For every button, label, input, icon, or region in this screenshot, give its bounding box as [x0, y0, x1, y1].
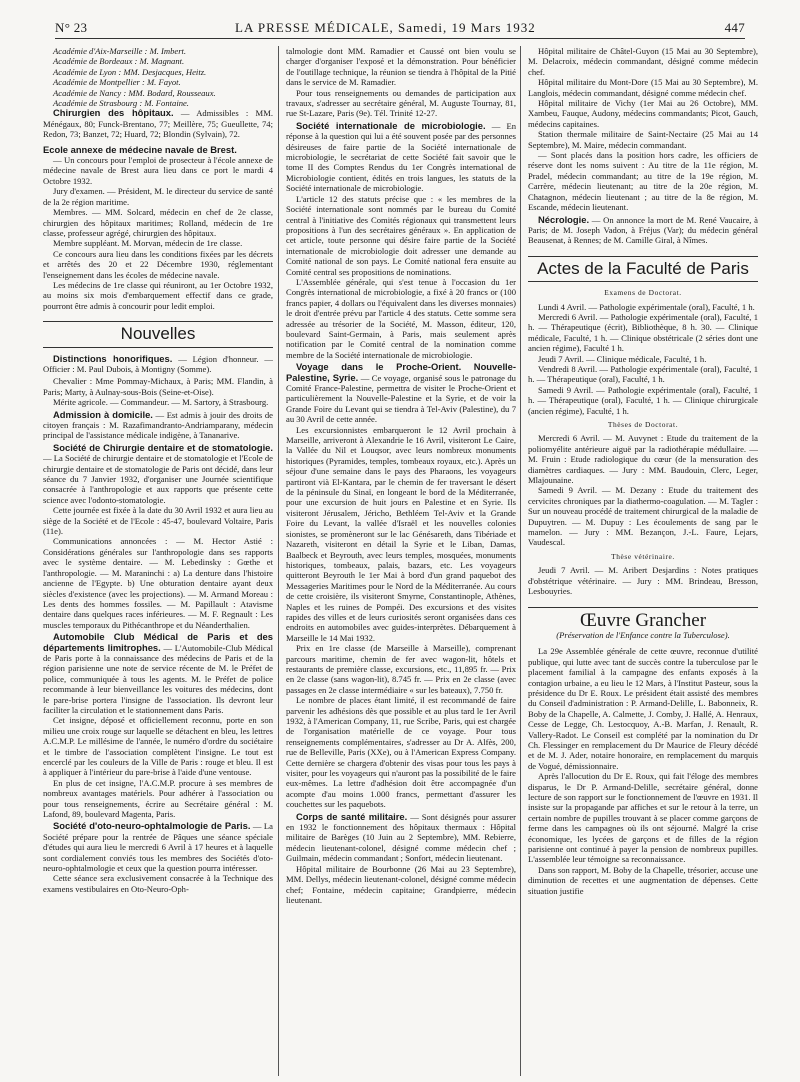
academy-line: Académie de Montpellier : M. Fayot. — [53, 77, 181, 88]
publication-title: LA PRESSE MÉDICALE, Samedi, 19 Mars 1932 — [235, 20, 536, 35]
column-divider — [278, 46, 279, 1076]
page-number: 447 — [724, 20, 745, 35]
paragraph: — Sont placés dans la position hors cadre, les officiers de réserve dont les noms suivent : Au titre de la 11e région, M. Pradel, médecin commandant; au titre de la 19e région, M. Carrère, médecin lieutenant; au titre de la 20e région, M. Chatagnon, médecin lieutenant ; au titre de la 8e région, M. Escande, médecin lieutenant. — [528, 150, 758, 213]
section-heading: Corps de santé militaire. — [296, 810, 408, 822]
paragraph: La 29e Assemblée générale de cette œuvre, reconnue d'utilité publique, qui lutte avec tant de succès contre la tuberculose par le placement familial à la campagne des enfants exposés à la contagion urbaine, a eu lieu le 12 Mars, à l'Institut Pasteur, sous la présidence du Dr E. Roux. Le président était assisté des membres du Conseil d'administration : P. Armand-Delille, L. Babonneix, R. Boby de la Chapelle, A. Calmette, J. Comby, J. Hallé, A. Henraux, Cesse de Legge, Ch. Lestocquoy, A.-B. Marfan, J. Renault, R. Vallery-Radot. Le Conseil est complété par la nomination du Dr Ch. Flessinger en remplacement du Dr Maurice de Fleury décédé et de M. J. Ader, notaire honoraire, en remplacement du marquis de Vogué, démissionnaire. — [528, 646, 758, 771]
paragraph: Membres. — MM. Solcard, médecin en chef de 2e classe, chirurgien des hôpitaux maritimes; Rolland, médecin de 1re classe, professeur agrégé, chirurgien des hôpitaux. — [43, 207, 273, 238]
exam-line: Samedi 9 Avril. — Pathologie expérimentale (oral), Faculté, 1 h. — Thérapeutique (oral), Faculté, 1 h. — Clinique chirurgicale (ancien régime), Faculté, 1 h. — [528, 384, 758, 416]
paragraph: Après l'allocution du Dr E. Roux, qui fait l'éloge des membres disparus, le Dr P. Armand-Delille, secrétaire général, donne lecture de son rapport sur le fonctionnement de l'œuvre en 1931. Il insiste sur la propagande par affiches et sur le retour à la terre, un certain nombre de pupilles trouvant à se placer comme garçons de ferme dans les campagnes où ils ont séjourné. Malgré la crise économique, les lycées de garçons et de filles de la région parisienne ont continué à payer la pension de nombreux pupilles. L'assemblée leur témoigne sa reconnaissance. — [528, 771, 758, 865]
paragraph: Hôpital militaire du Mont-Dore (15 Mai au 30 Septembre), M. Langlois, médecin commandant, désigné comme médecin chef. — [528, 77, 758, 98]
subsection-heading: Thèses de Doctorat. — [607, 420, 679, 429]
paragraph: Samedi 9 Avril. — M. Dezany : Etude du traitement des cervicites chroniques par la diathermo-coagulation. — M. Tagler : Sur un nouveau procédé de traitement chirurgical de la maladie de Dupuytren. — M. Dupuy : Les écoulements de sang par le mamelon. — Jury : MM. Bezançon, J.-L. Faure, Lejars, Vaudescal. — [528, 485, 758, 548]
paragraph: Hôpital militaire de Vichy (1er Mai au 26 Octobre), MM. Xambeu, Fauque, Audony, médecins commandants; Picot, Gauch, médecins capitaines. — [528, 98, 758, 129]
section-heading: Chirurgien des hôpitaux. — [53, 107, 174, 119]
section-text: — Admissibles : MM. Ménégaux, 80; Funck-Brentano, 77; Meillère, 75; Gueullette, 74; Redon, 73; Banzet, 72; Huard, 72; Blondin (Sylvain), 72. — [43, 108, 273, 140]
exam-line: Vendredi 8 Avril. — Pathologie expérimentale (oral), Faculté, 1 h. — Thérapeutique (oral), Faculté, 1 h. — [528, 363, 758, 385]
paragraph: Ce concours aura lieu dans les conditions fixées par les décrets et arrêtés des 20 et 22 Décembre 1930, réglementant l'enseignement dans les écoles de médecine navale. — [43, 248, 273, 280]
section-heading: Admission à domicile. — [53, 408, 153, 420]
paragraph: Mercredi 6 Avril. — M. Auvynet : Etude du traitement de la poliomyélite antérieure aiguë par la radiothérapie médullaire. — M. Fruin : Etude radiologique du cœur (de la mensuration des diamètres cardiaques. — Jury : MM. Baudouin, Clerc, Leger, Mlajounaine. — [528, 433, 758, 486]
section-heading: Société internationale de microbiologie. — [296, 119, 486, 131]
paragraph: — Un concours pour l'emploi de prosecteur à l'école annexe de médecine navale de Brest aura lieu dans ce port le mardi 4 Octobre 1932. — [43, 155, 273, 186]
paragraph: Membre suppléant. M. Morvan, médecin de 1re classe. — [53, 238, 243, 249]
section-title-oeuvre: Œuvre Grancher — [528, 607, 758, 628]
academy-line: Académie d'Aix-Marseille : M. Imbert. — [53, 46, 187, 56]
page-header — [55, 20, 745, 36]
paragraph: Hôpital militaire de Châtel-Guyon (15 Mai au 30 Septembre), M. Delacroix, médecin commandant, désigné comme médecin chef. — [528, 46, 758, 77]
academy-line: Académie de Strasbourg : M. Fontaine. — [53, 98, 189, 109]
paragraph: Le nombre de places étant limité, il est recommandé de faire parvenir les adhésions dès que possible et au plus tard le 1er Avril 1932, à l'American Company, 11, rue Scribe, Paris, qui est chargée de l'organisation matérielle de ce voyage. Pour tous renseignements complémentaires, s'adresser au Dr A. Alfès, 200, rue de Belleville, Paris (XXe), ou à l'American Express Company. Cette dernière se chargera d'obtenir des visas pour tous les pays à visiter, pour les voyageurs qui n'auront pas la possibilité de le faire eux-mêmes. La lettre d'adhésion doit être accompagnée d'un acompte d'au moins 1.000 francs, permettant d'assurer les couchettes sur les paquebots. — [286, 695, 516, 810]
section-text: — Sont désignés pour assurer en 1932 le fonctionnement des hôpitaux thermaux : Hôpital militaire de Barèges (10 Juin au 2 Septembre), MM. Rebierre, médecin lieutenant-colonel, désigné comme médecin chef ; Guilmain, médecin commandant ; Sonfort, médecin lieutenant. — [286, 811, 516, 864]
paragraph: Les excursionnistes embarqueront le 12 Avril prochain à Marseille, arriveront à Alexandrie le 16 Avril, visiteront Le Caire, la Vallée du Nil et Louqsor, avec leurs nombreux monuments historiques (Pyramides, temples, tombeaux royaux, etc.). Après un séjour d'une semaine dans le pays des Pharaons, les voyageurs partiront vià El-Kantara, par le chemin de fer traversant le désert de la péninsule du Sinaï, en longeant le bord de la Méditerranée, pour une excursion de huit jours en Palestine et en Syrie. Ils visiteront Jérusalem, Jéricho, Bethléem Tel-Aviv et la Grande Foire du Levant, la vallée d'Israël et les nouvelles colonies sionistes, se promèneront sur le lac Génésareth, dans Tibériade et Nazareth, visiteront en détail la Syrie et le Liban, Damas, Baalbeck et Beyrouth, avec leurs temples, mosquées, monuments historiques, tombeaux, palais, bazars, etc. Les voyageurs quitteront Beyrouth le 1er Mai à bord d'un grand paquebot des Messageries Maritimes pour le Nord de la Méditerranée. Au cours de cette croisière, ils visiteront Smyrne, Constantinople, Athènes, Naples et les ruines de Pompéi. Des excursions et des visites rapides des villes et de leurs curiosités seront organisées dans ces endroits en automobiles avec guides-interprètes. Débarquement à Marseille le 14 Mai 1932. — [286, 424, 516, 643]
column-divider — [520, 46, 521, 1076]
section-heading: Nécrologie. — [538, 213, 590, 225]
section-heading: Distinctions honorifiques. — [53, 352, 173, 364]
paragraph: Cet insigne, déposé et officiellement reconnu, porte en son milieu une croix rouge sur laquelle se détachent en bleu, les lettres A.C.M.P. Le millésime de l'année, le numéro d'ordre du sociétaire et le timbre de l'association complètent l'insigne. Le tout est encerclé par les couleurs de la Ville de Paris : rouge et bleu. Il est à appliquer à l'intérieur du pare-brise à l'aide d'une ventouse. — [43, 715, 273, 778]
section-subtitle: (Préservation de l'Enfance contre la Tuberculose). — [556, 629, 730, 640]
section-text: — L'Automobile-Club Médical de Paris porte à la connaissance des médecins de Paris et de la région parisienne une note de service récente de M. le Préfet de police, communiquée à tous les agents. M. le Préfet de police recommande à leur bienveillance les voitures des médecins, dont le pare-brise portera l'insigne de l'association. Ils devront leur faciliter la circulation et le stationnement dans Paris. — [43, 642, 273, 715]
paragraph: Communications annoncées : — M. Hector Astié : Considérations générales sur l'anthropologie dans ses rapports avec le système dentaire. — M. Lebedinsky : Gœthe et l'anthropologie. — M. Maraninchi : a) La denture dans l'histoire ancienne de l'Egypte. b) Une obturation dentaire ayant deux siècles d'existence (avec les projections). — M. Armand Moreau : Les dents des hommes fossiles. — M. Papillault : Atavisme dentaire dans quelques races inférieures. — M. F. Regnault : Les muscles temporaux du Pithécanthrope et du Néanderthalien. — [43, 536, 273, 630]
column-2 — [286, 46, 516, 1076]
academy-line: Académie de Bordeaux : M. Magnant. — [53, 56, 185, 67]
paragraph: Pour tous renseignements ou demandes de participation aux travaux, s'adresser au secrétaire général, M. Auguste Tournay, 81, rue St-Lazare, Paris (9e). Tél. Trinité 12-27. — [286, 87, 516, 119]
paragraph: Prix en 1re classe (de Marseille à Marseille), comprenant parcours maritime, chemin de fer avec wagon-lit, hôtels et restaurants de première classe, excursions, etc., 11,895 fr. — Prix en 2e classe (sans wagon-lit), 8.745 fr. — Prix en 2e classe (avec passages en 2e classe intermédiaire « sur les bateaux), 7.750 fr. — [286, 643, 516, 695]
subsection-heading: Thèse vétérinaire. — [611, 551, 675, 561]
column-3 — [528, 46, 758, 1076]
paragraph: L'article 12 des statuts précise que : « les membres de la Société internationale sont nommés par le bureau du Comité central à l'initiative des Comités régionaux qui transmettent leurs propositions à l'un des secrétaires généraux ». En application de cet article, toute personne qui désire faire partie de la Société internationale de microbiologie doit adresser une demande au Comité national de son pays. Le Comité national fera ensuite au Comité central ses propositions de nominations. — [286, 193, 516, 277]
paragraph: Hôpital militaire de Bourbonne (26 Mai au 23 Septembre), MM. Dellys, médecin lieutenant-colonel, désigné comme médecin chef; Fontaine, médecin capitaine; Grandpierre, médecin lieutenant. — [286, 863, 516, 905]
section-heading: Voyage dans le Proche-Orient. Nouvelle-Palestine, Syrie. — [286, 361, 516, 383]
section-title-actes: Actes de la Faculté de Paris — [528, 256, 758, 282]
paragraph: Station thermale militaire de Saint-Nectaire (25 Mai au 14 Septembre), M. Maire, médecin commandant. — [528, 129, 758, 150]
subsection-heading: Examens de Doctorat. — [604, 288, 682, 298]
paragraph: En plus de cet insigne, l'A.C.M.P. procure à ses membres de nombreux avantages matériels. Pour adhérer à l'association ou pour tous renseignements, écrire au Secrétaire général : M. Lafond, 89, boulevard Magenta, Paris. — [43, 777, 273, 820]
section-heading: Société d'oto-neuro-ophtalmologie de Paris. — [53, 820, 251, 832]
section-text: — En réponse à la question qui lui a été souvent posée par des personnes désireuses de faire partie de la Société internationale de microbiologie, le secrétariat de cette Société fait savoir que le tome II des Comptes Rendus du 1er Congrès international de Microbiologie contient, édités en trois langues, les statuts de la Société internationale de microbiologie. — [286, 120, 516, 194]
section-text: — Légion d'honneur. — Officier : M. Paul Dubois, à Montigny (Somme). — [43, 353, 273, 374]
header-rule — [55, 38, 745, 39]
academy-line: Académie de Lyon : MM. Desjacques, Heitz. — [53, 66, 207, 77]
section-text: — La Société de chirurgie dentaire et de stomatologie et l'Ecole de chirurgie dentaire et de stomatologie de Paris ont décidé, dans leur séance du 7 Janvier 1932, d'organiser une Journée scientifique consacrée à l'anthropologie et aux rapports que présente cette science avec l'odonto-stomatologie. — [43, 453, 273, 505]
paragraph: Jury d'examen. — Président, M. le directeur du service de santé de la 2e région maritime. — [43, 186, 273, 207]
section-text: — La Société prépare pour la rentrée de Pâques une séance spéciale d'études qui aura lieu le mercredi 6 Avril à 17 heures et à laquelle sont cordialement conviés tous les membres des Sociétés d'oto-neuro-ophtalmologie et ceux que la question pourra intéresser. — [43, 821, 273, 874]
section-title-nouvelles: Nouvelles — [43, 321, 273, 347]
section-heading: Ecole annexe de médecine navale de Brest. — [43, 143, 237, 155]
paragraph: Jeudi 7 Avril. — M. Aribert Desjardins : Notes pratiques d'obstétrique vétérinaire. — Jury : MM. Brindeau, Bresson, Lesbouyries. — [528, 565, 758, 597]
column-1 — [43, 46, 273, 1076]
exam-line: Lundi 4 Avril. — Pathologie expérimentale (oral), Faculté, 1 h. — [538, 301, 755, 312]
exam-line: Jeudi 7 Avril. — Clinique médicale, Faculté, 1 h. — [538, 353, 707, 364]
section-heading: Société de Chirurgie dentaire et de stomatologie. — [53, 441, 273, 453]
paragraph: Cette séance sera exclusivement consacrée à la Technique des examens vestibulaires en Oto-Neuro-Oph- — [43, 873, 273, 894]
paragraph: Chevalier : Mme Pommay-Michaux, à Paris; MM. Flandin, à Paris; Marty, à Aulnay-sous-Bois (Seine-et-Oise). — [43, 376, 273, 397]
paragraph: L'Assemblée générale, qui s'est tenue à l'occasion du 1er Congrès international de microbiologie, a fixé à 20 francs or (100 francs papier, 4 dollars ou l'équivalent dans les diverses monnaies) le droit d'entrée prévu par l'article 4 des statuts. Cette somme sera adressée au trésorier de la Société, M. Masson, éditeur, 120, boulevard Saint-Germain, à Paris, mais seulement après notification par le Comité central de la nomination comme membre de la Société internationale de microbiologie. — [286, 276, 516, 360]
paragraph: Dans son rapport, M. Boby de la Chapelle, trésorier, accuse une diminution de recettes et une augmentation de dépenses. Cette situation justifie — [528, 864, 758, 896]
paragraph: Les médecins de 1re classe qui réuniront, au 1er Octobre 1932, au moins six mois d'embarquement effectif dans ce grade, pourront être admis à concourir pour ledit emploi. — [43, 279, 273, 311]
academy-line: Académie de Nancy : MM. Bodard, Rousseaux. — [53, 87, 216, 98]
paragraph: Mérite agricole. — Commandeur. — M. Sartory, à Strasbourg. — [53, 397, 269, 408]
exam-line: Mercredi 6 Avril. — Pathologie expérimentale (oral), Faculté, 1 h. — Thérapeutique (écrit), Bibliothèque, 8 h. 30. — Clinique médicale, Faculté, 1 h. — Clinique obstétricale (2 séries dont une ancien régime), Faculté 1 h. — [528, 311, 758, 354]
paragraph: talmologie dont MM. Ramadier et Caussé ont bien voulu se charger d'organiser l'exposé et la démonstration. Pour bénéficier de l'outillage technique, la réunion se tiendra à l'hôpital de la Pitié dans le service de M. Ramadier. — [286, 46, 516, 88]
section-text: — Est admis à jouir des droits de citoyen français : M. Razafimandranto-Andriamparany, médecin principal de l'assistance médicale indigène, à Tananarive. — [43, 409, 273, 441]
issue-number: N° 23 — [55, 20, 88, 35]
section-text: — Ce voyage, organisé sous le patronage du Comité France-Palestine, permettra de visiter le Proche-Orient et particulièrement la Nouvelle-Palestine et la Syrie, et de voir la Grande Foire du Levant qui se tiendra à Tel-Aviv (Palestine), du 7 au 30 Avril de cette année. — [286, 372, 516, 425]
section-text: — On annonce la mort de M. René Vaucaire, à Paris; de M. Joseph Vadon, à Fréjus (Var); du médecin général Beausenat, à Rennes; de M. Camille Giral, à Nîmes. — [528, 214, 758, 246]
paragraph: Cette journée est fixée à la date du 30 Avril 1932 et aura lieu au siège de la Société et de l'Ecole : 45-47, boulevard Voltaire, Paris (11e). — [43, 505, 273, 537]
section-heading: Automobile Club Médical de Paris et des départements limitrophes. — [43, 631, 273, 653]
